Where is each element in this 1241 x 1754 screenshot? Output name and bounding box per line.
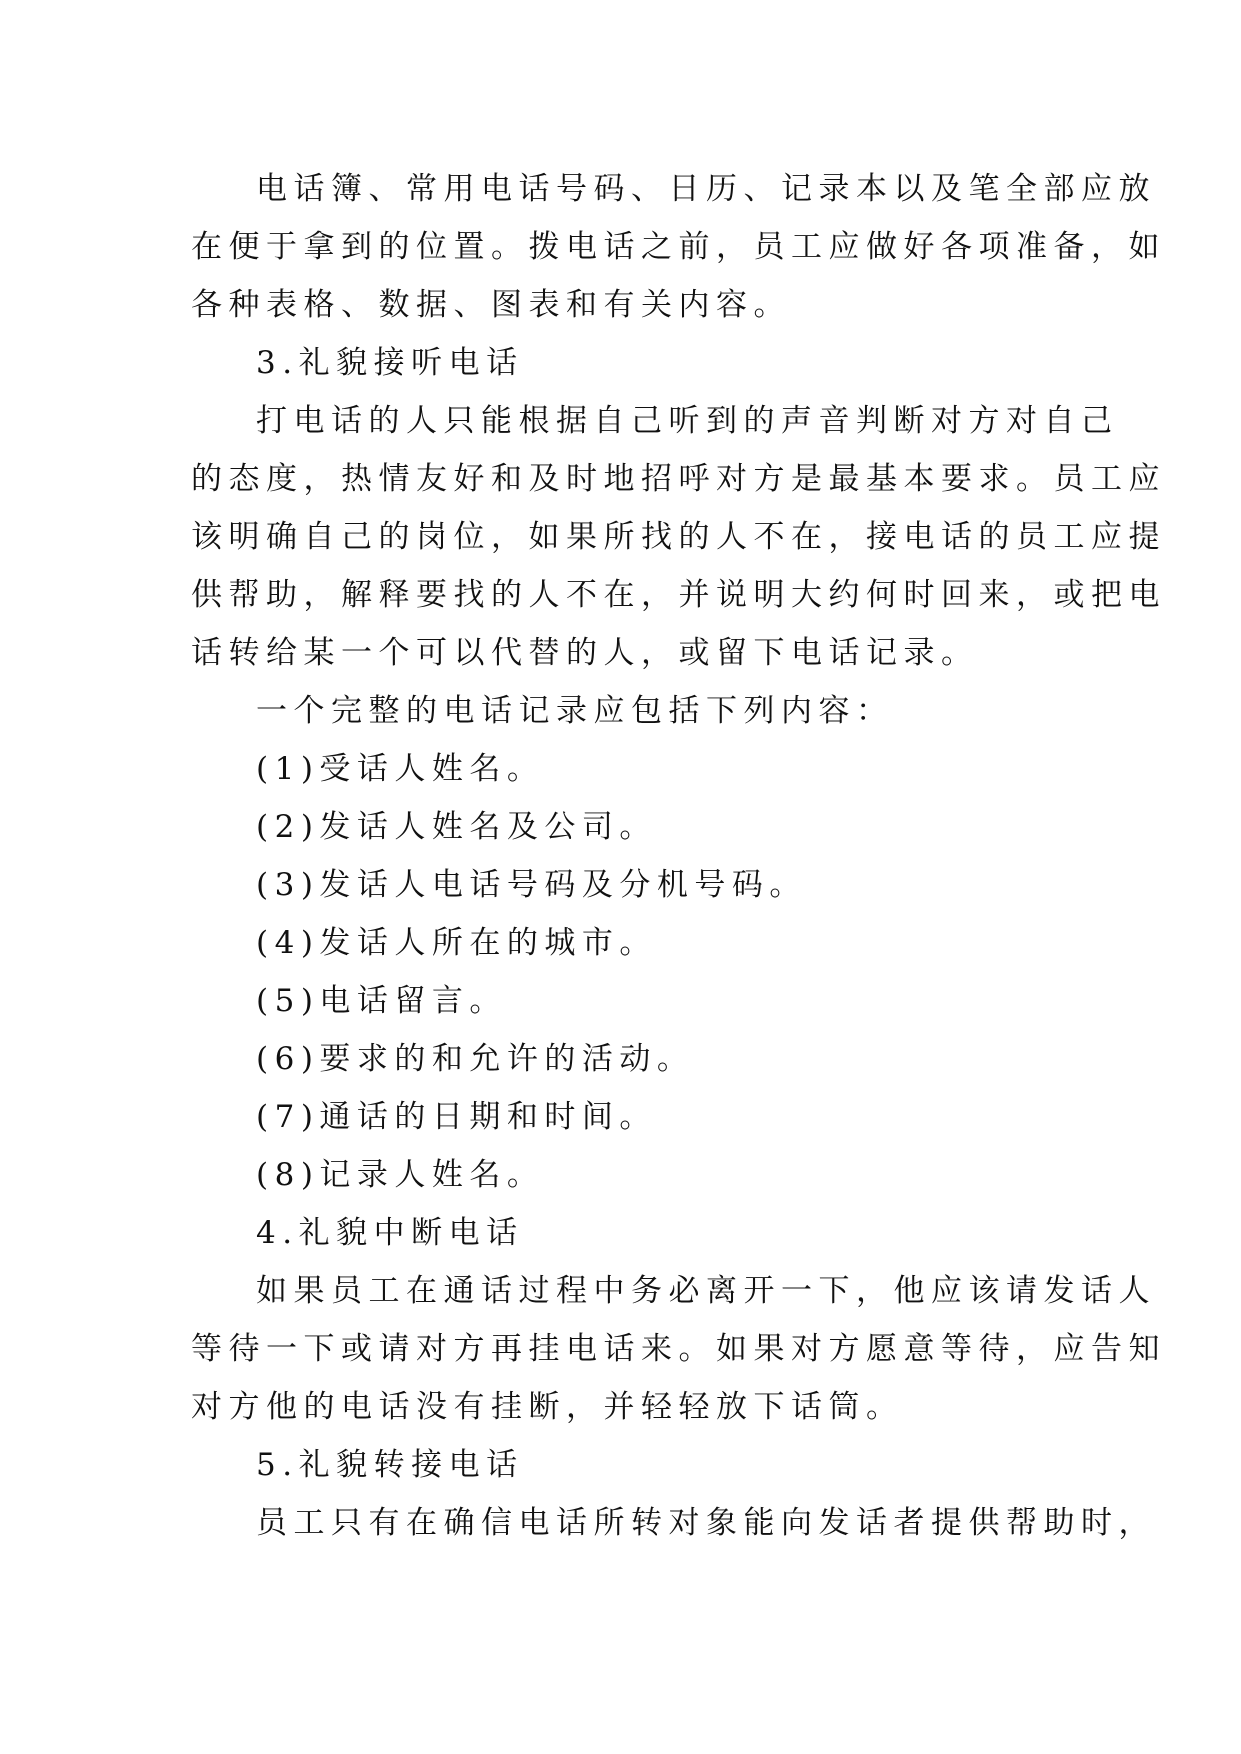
section-heading: 4.礼貌中断电话 [256,1215,524,1251]
paragraph-line: 话转给某一个可以代替的人，或留下电话记录。 [191,635,979,671]
paragraph-line: 在便于拿到的位置。拨电话之前，员工应做好各项准备，如 [191,229,1166,265]
paragraph-line: 对方他的电话没有挂断，并轻轻放下话筒。 [191,1389,904,1425]
list-item: (7)通话的日期和时间。 [256,1099,657,1135]
list-item: (3)发话人电话号码及分机号码。 [256,867,807,903]
list-item: (8)记录人姓名。 [256,1157,545,1193]
list-item: (5)电话留言。 [256,983,507,1019]
document-body [191,160,1166,1552]
list-item: (6)要求的和允许的活动。 [256,1041,695,1077]
list-item: (1)受话人姓名。 [256,751,545,787]
list-item: (4)发话人所在的城市。 [256,925,657,961]
list-item: (2)发话人姓名及公司。 [256,809,657,845]
paragraph-line: 该明确自己的岗位，如果所找的人不在，接电话的员工应提 [191,519,1166,555]
paragraph-line: 一个完整的电话记录应包括下列内容： [256,693,894,729]
paragraph-line: 各种表格、数据、图表和有关内容。 [191,287,791,323]
paragraph-line: 如果员工在通话过程中务必离开一下，他应该请发话人 [256,1273,1156,1309]
paragraph-line: 等待一下或请对方再挂电话来。如果对方愿意等待，应告知 [191,1331,1166,1367]
paragraph-line: 打电话的人只能根据自己听到的声音判断对方对自己 [256,403,1119,439]
paragraph-line: 供帮助，解释要找的人不在，并说明大约何时回来，或把电 [191,577,1166,613]
paragraph-line: 的态度，热情友好和及时地招呼对方是最基本要求。员工应 [191,461,1166,497]
section-heading: 3.礼貌接听电话 [256,345,524,381]
section-heading: 5.礼貌转接电话 [256,1447,524,1483]
paragraph-line: 员工只有在确信电话所转对象能向发话者提供帮助时， [256,1505,1156,1541]
paragraph-line: 电话簿、常用电话号码、日历、记录本以及笔全部应放 [256,171,1156,207]
